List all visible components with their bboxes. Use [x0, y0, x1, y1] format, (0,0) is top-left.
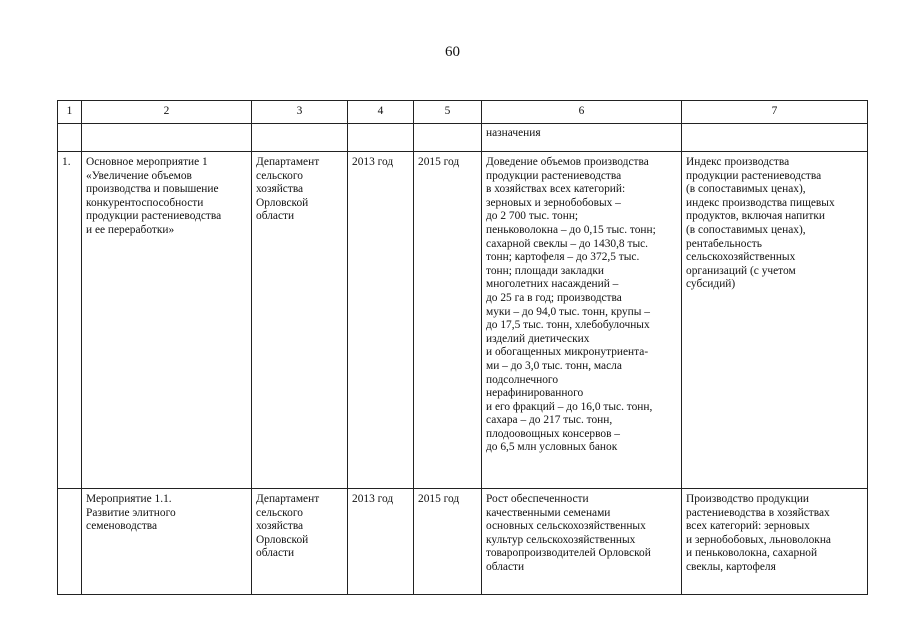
indicator-cell: Производство продукции растениеводства в хозяйствах всех категорий: зерновых и зернобобовых, льноволокна и пеньковолокна, сахарной свеклы, картофеля	[682, 489, 868, 595]
table-row	[58, 489, 868, 595]
table-row	[58, 152, 868, 489]
indicator-cell: Индекс производства продукции растениеводства (в сопоставимых ценах), индекс производства пищевых продуктов, включая напитки (в сопоставимых ценах), рентабельность сельскохозяйственных организаций (с учетом субсидий)	[682, 152, 868, 489]
column-number: 3	[252, 101, 348, 124]
end-year-cell: 2015 год	[414, 489, 482, 595]
result-cell: Доведение объемов производства продукции растениеводства в хозяйствах всех категорий: зерновых и зернобобовых – до 2 700 тыс. тонн; пеньковолокна – до 0,15 тыс. тонн; сахарной свеклы – до 1430,8 тыс. тонн; картофеля – до 372,5 тыс. тонн; площади закладки многолетних насаждений – до 25 га в год; производства муки – до 94,0 тыс. тонн, крупы – до 17,5 тыс. тонн, хлебобулочных изделий диетических и обогащенных микронутриента- ми – до 3,0 тыс. тонн, масла подсолнечного нерафинированного и его фракций – до 16,0 тыс. тонн, сахара – до 217 тыс. тонн, плодоовощных консервов – до 6,5 млн условных банок	[482, 152, 682, 489]
result-cell: назначения	[482, 124, 682, 152]
continuation-row	[58, 124, 868, 152]
table-cell	[682, 124, 868, 152]
table-cell	[348, 124, 414, 152]
event-cell: Основное мероприятие 1 «Увеличение объемов производства и повышение конкурентоспособности продукции растениеводства и ее переработки»	[82, 152, 252, 489]
start-year-cell: 2013 год	[348, 152, 414, 489]
executor-cell: Департамент сельского хозяйства Орловской области	[252, 152, 348, 489]
result-cell: Рост обеспеченности качественными семенами основных сельскохозяйственных культур сельскохозяйственных товаропроизводителей Орловской области	[482, 489, 682, 595]
table-cell	[252, 124, 348, 152]
column-number: 2	[82, 101, 252, 124]
start-year-cell: 2013 год	[348, 489, 414, 595]
table-cell	[58, 124, 82, 152]
event-cell: Мероприятие 1.1. Развитие элитного семеноводства	[82, 489, 252, 595]
measures-table	[57, 100, 868, 595]
column-number: 1	[58, 101, 82, 124]
column-number: 4	[348, 101, 414, 124]
page-number: 60	[445, 44, 460, 60]
column-number: 7	[682, 101, 868, 124]
table-cell	[414, 124, 482, 152]
row-number-cell	[58, 489, 82, 595]
column-number-row	[58, 101, 868, 124]
executor-cell: Департамент сельского хозяйства Орловской области	[252, 489, 348, 595]
column-number: 6	[482, 101, 682, 124]
column-number: 5	[414, 101, 482, 124]
table-cell	[82, 124, 252, 152]
row-number-cell: 1.	[58, 152, 82, 489]
end-year-cell: 2015 год	[414, 152, 482, 489]
